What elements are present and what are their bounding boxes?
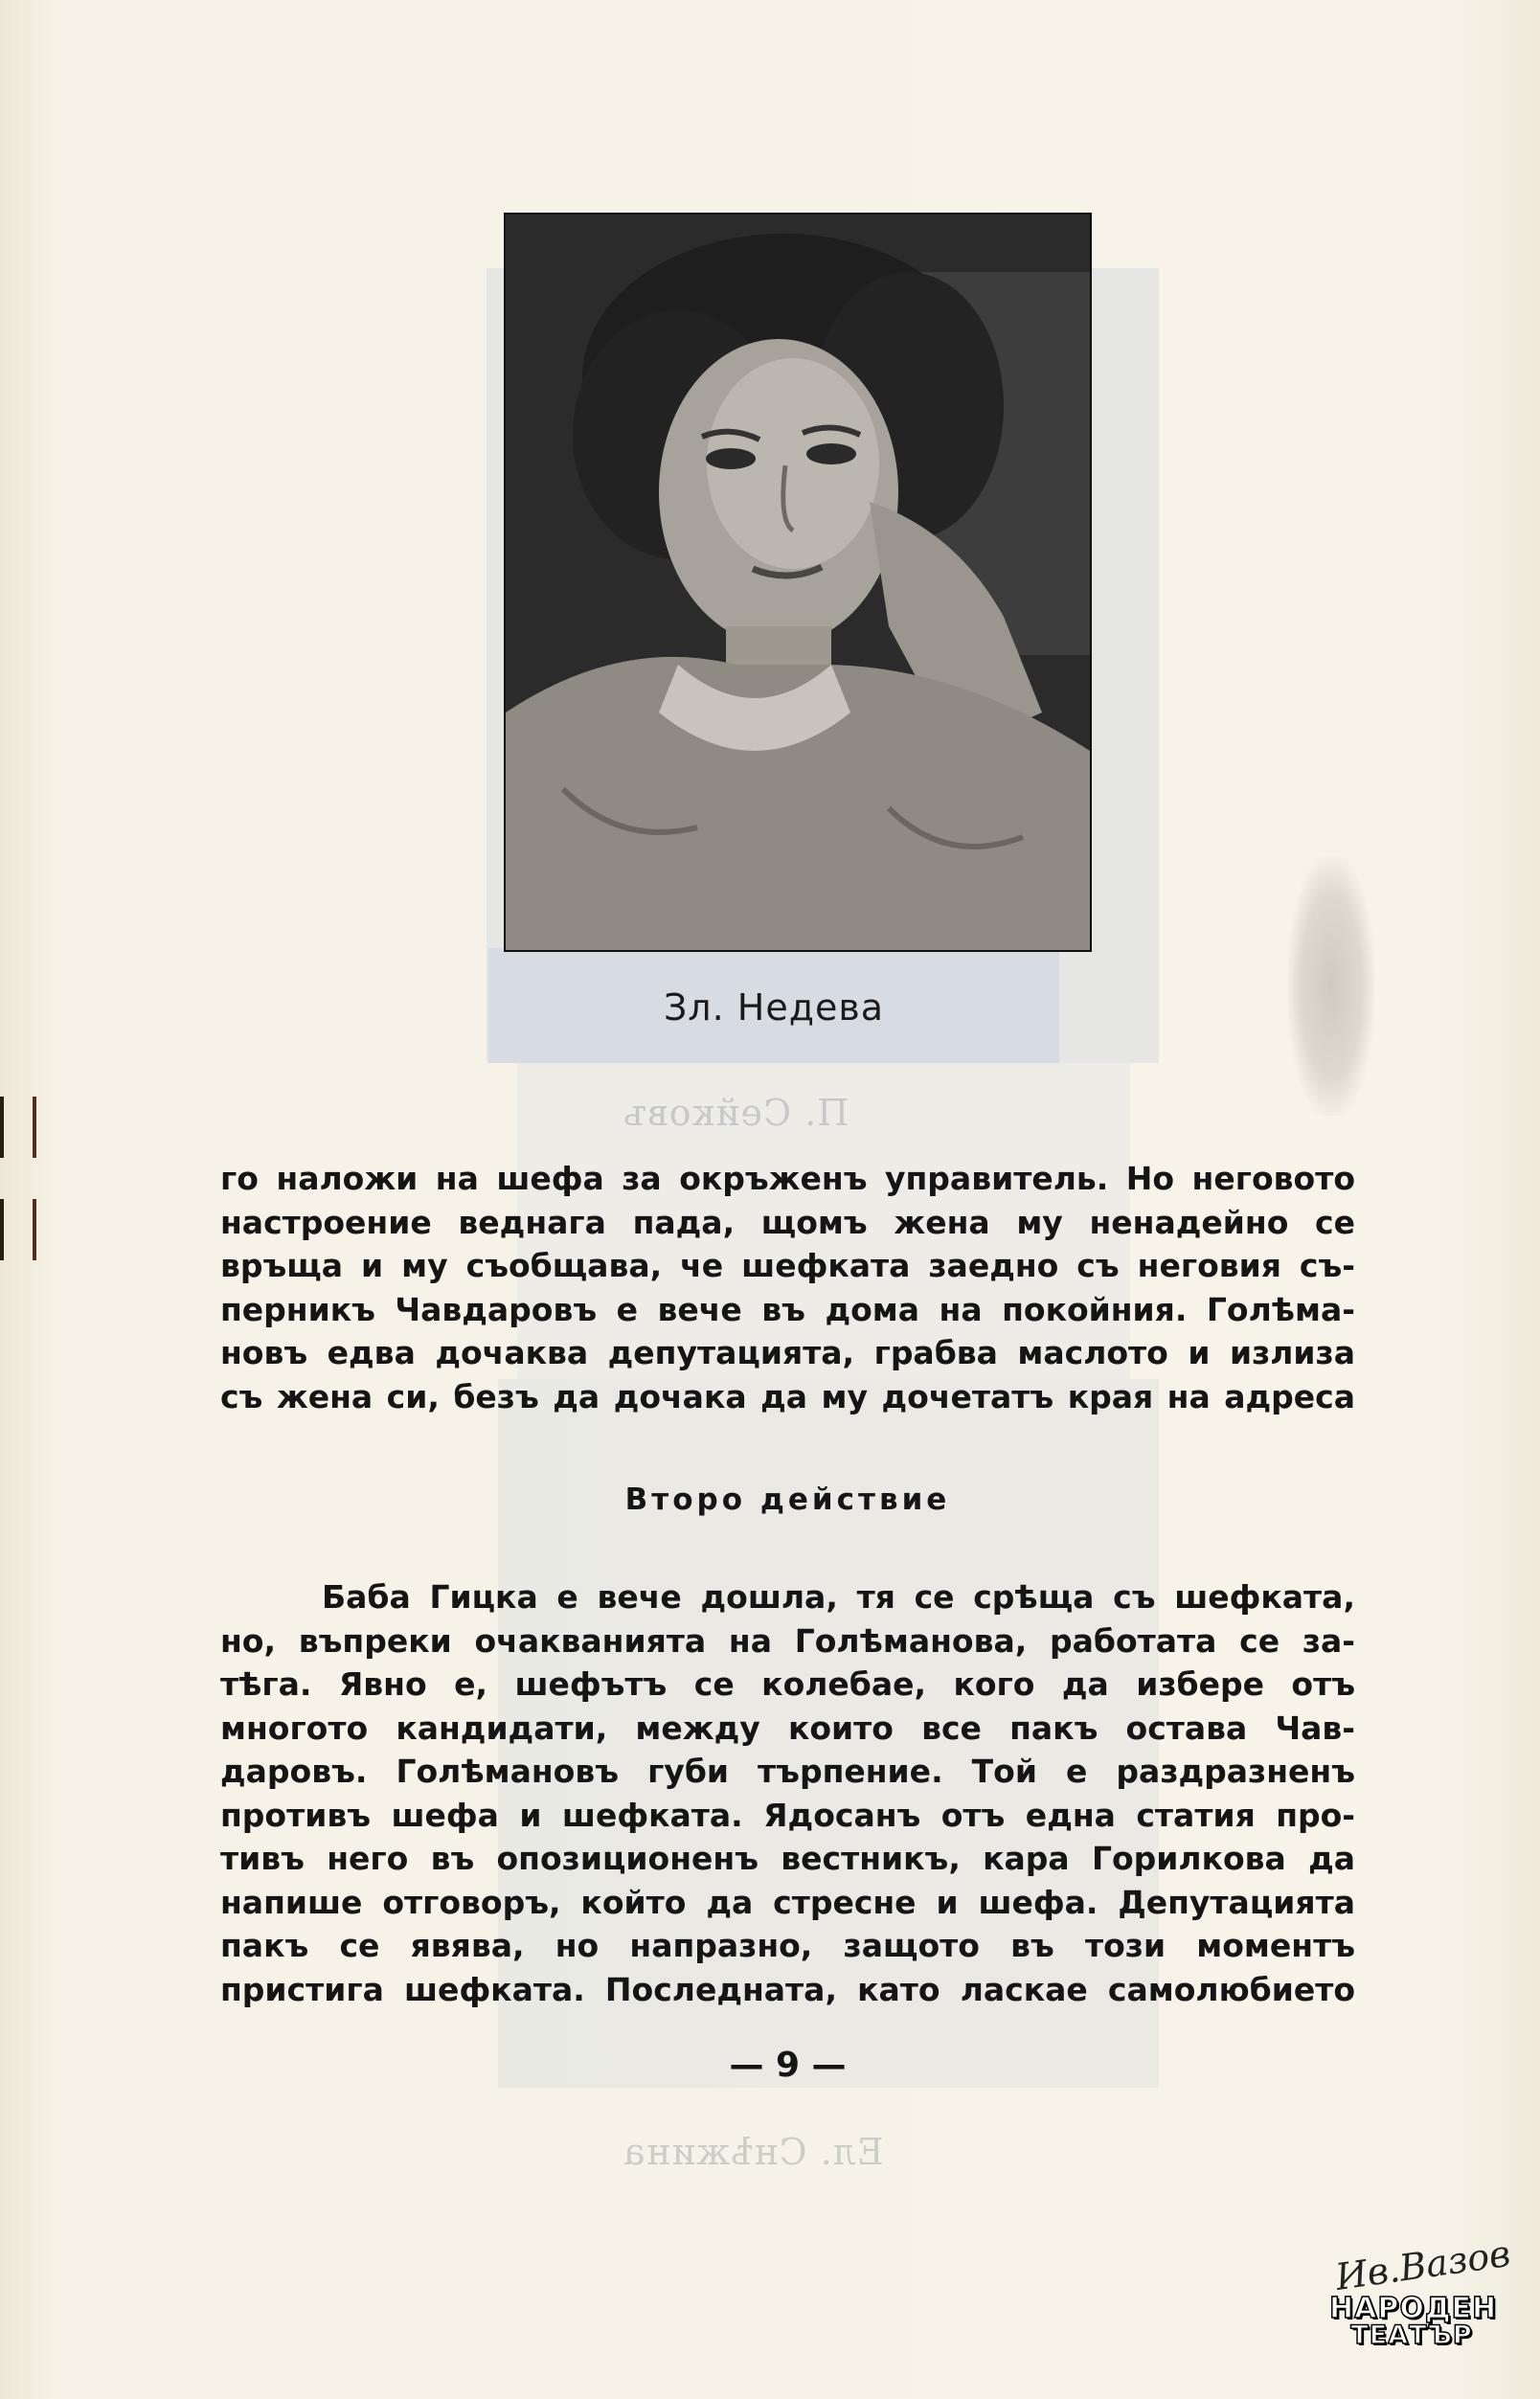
portrait-illustration (506, 215, 1090, 950)
text-line: съ жена си, безъ да дочака да му дочетатъ края на адреса (220, 1377, 1355, 1415)
text-line: напише отговоръ, който да стресне и шефа. Депутацията (220, 1883, 1355, 1921)
logo-signature: Ив.Вазов (1332, 2231, 1513, 2298)
text-line: перникъ Чавдаровъ е вече въ дома на покойния. Голѣма- (220, 1290, 1355, 1328)
bleed-through-name-top: П. Сейковъ (623, 1092, 849, 1134)
text-line: тѣга. Явно е, шефътъ се колебае, кого да избере отъ (220, 1665, 1355, 1703)
text-line: го наложи на шефа за окръженъ управитель. Но неговото (220, 1160, 1355, 1197)
national-theatre-logo (1329, 2231, 1513, 2351)
paragraph-1 (220, 1157, 1355, 1418)
text-line: пристига шефката. Последната, като ласкае самолюбието (220, 1970, 1355, 2008)
logo-line-1: НАРОДЕН (1329, 2292, 1498, 2325)
page-number: — 9 — (729, 2046, 847, 2085)
text-line: противъ шефа и шефката. Ядосанъ отъ една статия про- (220, 1796, 1355, 1834)
bleed-through-name-bottom: Ел. Снѣжина (623, 2131, 884, 2173)
binding-stitch-mark (0, 1199, 36, 1260)
text-line: връща и му съобщава, че шефката заедно съ неговия съ- (220, 1247, 1355, 1284)
section-heading: Второ действие (624, 1482, 951, 1517)
text-line: но, въпреки очакванията на Голѣманова, работата се за- (220, 1621, 1355, 1660)
paragraph-2 (220, 1575, 1355, 2011)
text-line: новъ едва дочаква депутацията, грабва маслото и излиза (220, 1334, 1355, 1371)
binding-stitch-mark (0, 1097, 36, 1158)
text-line: даровъ. Голѣмановъ губи търпение. Той е раздразненъ (220, 1753, 1355, 1790)
paper-stain (1288, 857, 1374, 1116)
text-line: Баба Гицка е вече дошла, тя се срѣща съ шефката, (322, 1578, 1355, 1616)
portrait-photo (504, 213, 1092, 952)
photo-caption: Зл. Недева (663, 986, 885, 1029)
text-line: пакъ се явява, но напразно, защото въ този моментъ (220, 1927, 1355, 1964)
text-line: настроение веднага пада, щомъ жена му ненадейно се (220, 1203, 1355, 1241)
logo-line-2: ТЕАТЪР (1350, 2320, 1473, 2350)
text-line: многото кандидати, между които все пакъ остава Чав- (220, 1709, 1355, 1747)
text-line: тивъ него въ опозиционенъ вестникъ, кара Горилкова да (220, 1840, 1355, 1877)
